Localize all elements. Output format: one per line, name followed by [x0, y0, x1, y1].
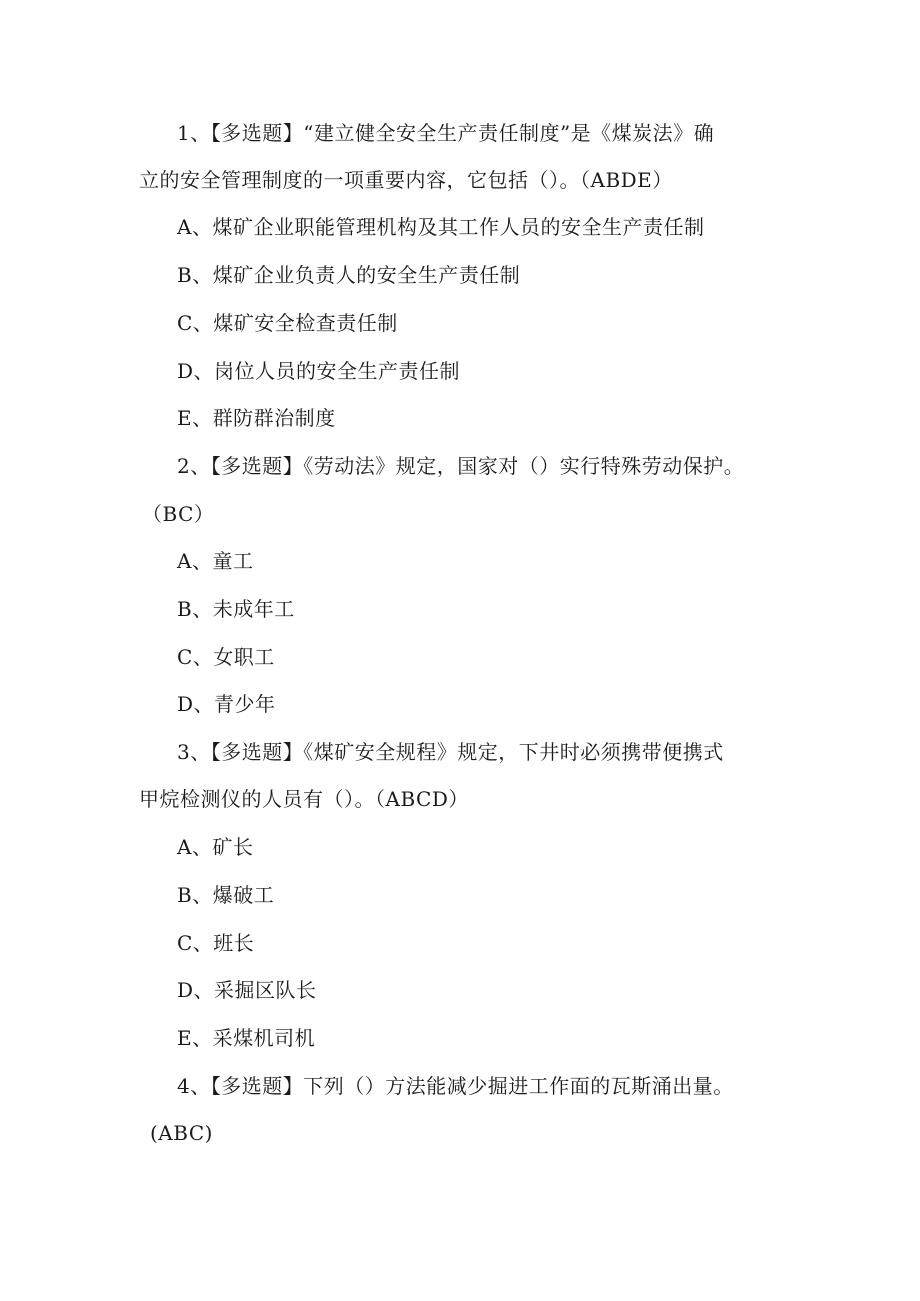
question-2-option-d: D、青少年	[177, 692, 276, 716]
question-1-option-b: B、煤矿企业负责人的安全生产责任制	[177, 263, 521, 287]
question-4-stem-line-1: 4、【多选题】下列（）方法能减少掘进工作面的瓦斯涌出量。	[177, 1074, 734, 1098]
question-3-option-e: E、采煤机司机	[177, 1026, 316, 1050]
question-1-option-d: D、岗位人员的安全生产责任制	[177, 359, 461, 383]
question-3-option-b: B、爆破工	[177, 883, 275, 907]
question-2-option-a: A、童工	[177, 549, 254, 573]
question-1-option-c: C、煤矿安全检查责任制	[177, 311, 398, 335]
question-1-option-a: A、煤矿企业职能管理机构及其工作人员的安全生产责任制	[177, 215, 705, 239]
question-4-stem-line-2: (ABC)	[150, 1121, 213, 1145]
question-1-stem-line-1: 1、【多选题】“建立健全安全生产责任制度”是《煤炭法》确	[177, 121, 715, 145]
question-3-option-a: A、矿长	[177, 835, 254, 859]
question-1-option-e: E、群防群治制度	[177, 406, 336, 430]
question-1-stem-line-2: 立的安全管理制度的一项重要内容，它包括（）。（ABDE）	[139, 168, 673, 192]
question-2-option-b: B、未成年工	[177, 597, 295, 621]
question-3-stem-line-1: 3、【多选题】《煤矿安全规程》规定，下井时必须携带便携式	[177, 740, 724, 764]
question-3-stem-line-2: 甲烷检测仪的人员有（）。（ABCD）	[139, 787, 469, 811]
question-2-stem-line-1: 2、【多选题】《劳动法》规定，国家对（）实行特殊劳动保护。	[177, 454, 745, 478]
question-2-option-c: C、女职工	[177, 645, 275, 669]
question-2-stem-line-2: （BC）	[142, 502, 215, 526]
question-3-option-d: D、采掘区队长	[177, 978, 317, 1002]
question-3-option-c: C、班长	[177, 931, 255, 955]
